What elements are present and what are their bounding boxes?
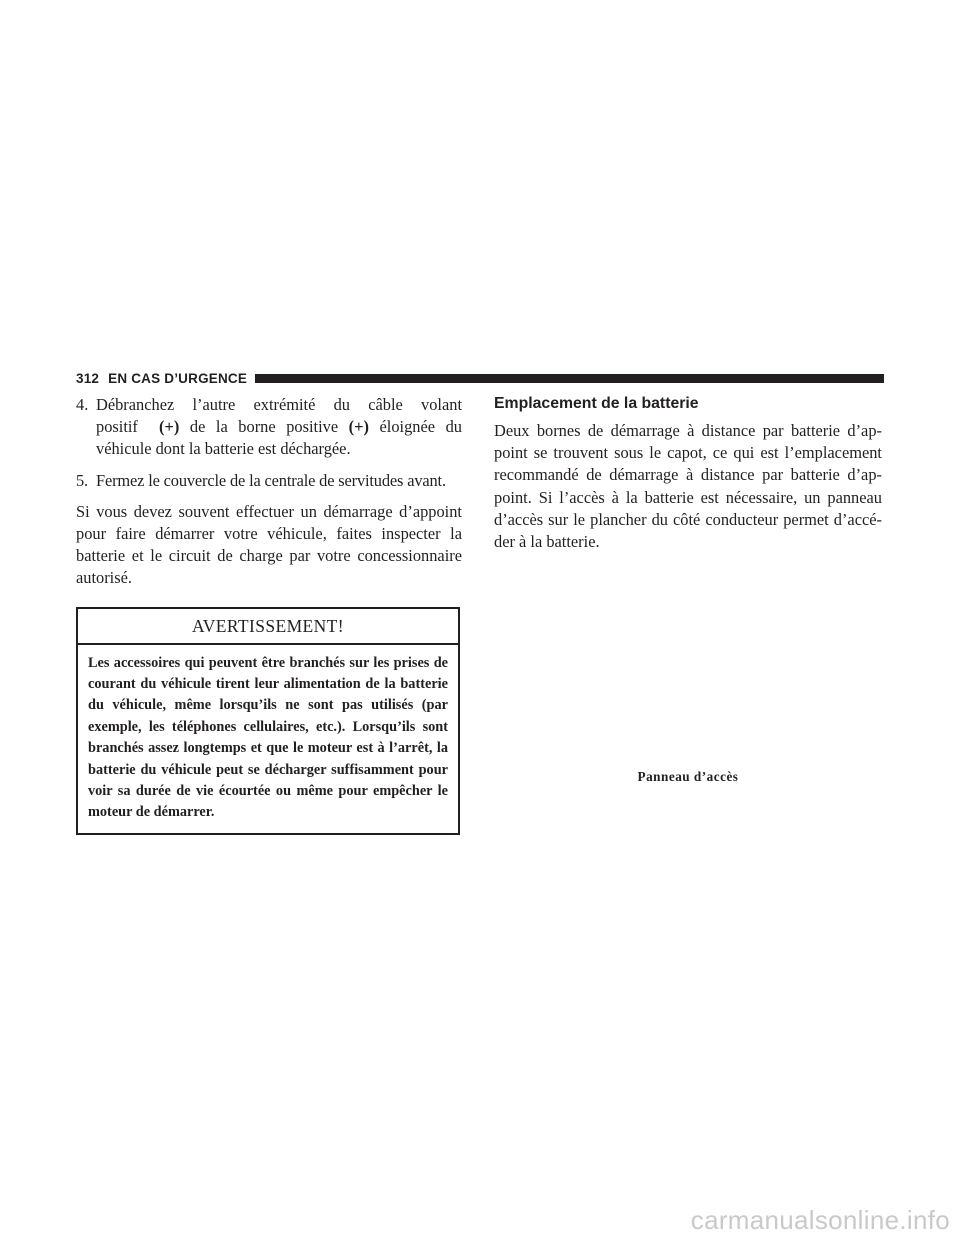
section-heading: Emplacement de la batterie: [494, 395, 699, 412]
warning-box: [76, 607, 460, 835]
step-text: éloignée du véhicule dont la batterie est déchargée.: [96, 417, 462, 459]
right-column: [494, 394, 882, 785]
warning-title: AVERTISSEMENT!: [78, 609, 458, 645]
watermark-text: carmanualsonline.info: [690, 1205, 950, 1235]
step-text: Débranchez l’autre extrémité du câble volant positif: [96, 395, 462, 437]
step-4: [76, 394, 462, 461]
left-column: [76, 394, 462, 835]
page-header: [76, 370, 884, 386]
step-5: [76, 470, 462, 492]
body-paragraph: Si vous devez souvent effectuer un démarrage d’appoint pour faire démarrer votre véhicule, faites inspecter la batterie et le circuit de charge par votre concessionnaire autorisé.: [76, 501, 462, 588]
positive-symbol: (+): [348, 417, 369, 437]
step-number: 4.: [76, 395, 89, 414]
warning-text: Les accessoires qui peuvent être branchés sur les prises de courant du véhicule tirent leur alimentation de la batterie du véhicule, même lorsqu’ils ne sont pas utilisés (par exemple, les téléphones cellulaires, etc.). Lorsqu’ils sont branchés assez longtemps et que le moteur est à l’arrêt, la batterie du véhicule peut se décharger suffisamment pour voir sa durée de vie écourtée ou même pour empêcher le moteur de démarrer.: [88, 654, 448, 821]
figure-caption: Panneau d’accès: [637, 769, 739, 785]
header-rule: [255, 374, 884, 383]
page-number: 312: [76, 370, 100, 386]
body-paragraph: Deux bornes de démarrage à distance par batterie d’appoint se trouvent sous le capot, ce qui est l’emplacement recommandé de démarrage à distance par batterie d’appoint. Si l’accès à la batterie est nécessaire, un panneau d’accès sur le plancher du côté conducteur permet d’accéder à la batterie.: [494, 421, 882, 552]
step-text: de la borne positive: [189, 417, 339, 437]
figure-placeholder: [494, 553, 882, 761]
positive-symbol: (+): [159, 417, 180, 437]
step-number: 5.: [76, 470, 88, 490]
step-text: Fermez le couvercle de la centrale de servitudes avant.: [96, 470, 446, 490]
section-title: EN CAS D’URGENCE: [108, 370, 248, 386]
